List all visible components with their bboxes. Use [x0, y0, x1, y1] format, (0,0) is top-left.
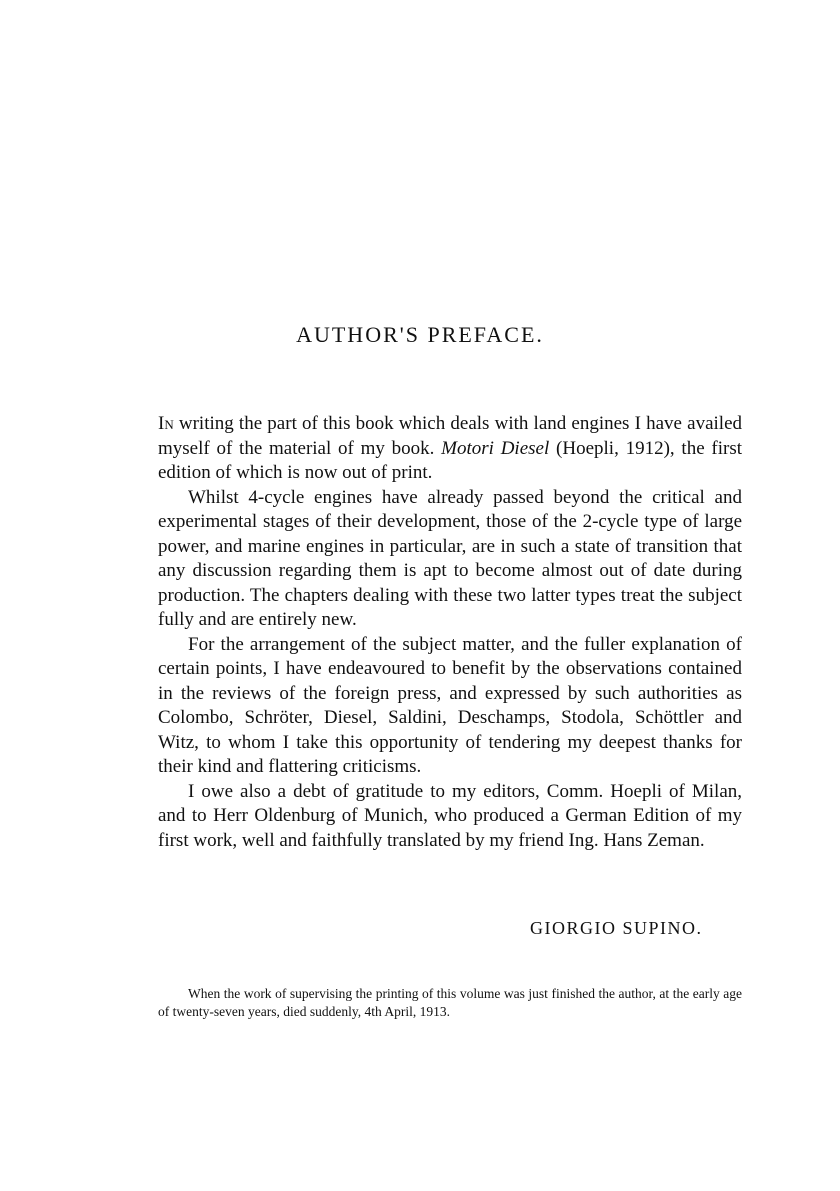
book-title-italic: Motori Diesel [441, 437, 550, 459]
footnote [158, 985, 742, 1021]
paragraph-1-opening: In [158, 413, 174, 434]
paragraph-4: I owe also a debt of gratitude to my editors, Comm. Hoepli of Milan, and to Herr Oldenburg of Munich, who produced a German Edition of my first work, well and faithfully translated by my friend Ing. Hans Zeman. [158, 780, 742, 851]
footnote-text: When the work of supervising the printing of this volume was just finished the author, at the early age of twenty-seven years, died suddenly, 4th April, 1913. [158, 986, 742, 1019]
page-title: AUTHOR'S PREFACE. [296, 322, 544, 347]
paragraph-3: For the arrangement of the subject matter, and the fuller explanation of certain points, I have endeavoured to benefit by the observations contained in the reviews of the foreign press, and expressed by such authorities as Colombo, Schröter, Diesel, Saldini, Deschamps, Stodola, Schöttler and Witz, to whom I take this opportunity of tendering my deepest thanks for their kind and flattering criticisms. [158, 633, 742, 777]
paragraph-1-text-a: writing the part of this book which deals with land engines I have availed myself of the material of my book. [158, 413, 742, 459]
paragraph-1 [158, 412, 742, 486]
author-signature: GIORGIO SUPINO. [530, 918, 703, 938]
paragraph-2: Whilst 4-cycle engines have already passed beyond the critical and experimental stages of their development, those of the 2-cycle type of large power, and marine engines in particular, are in such a state of transition that any discussion regarding them is apt to become almost out of date during production. The chapters dealing with these two latter types treat the subject fully and are entirely new. [158, 486, 742, 630]
paragraph-1-text-b: (Hoepli, 1912), the first edition of which is now out of print. [158, 437, 742, 483]
preface-body [158, 412, 742, 853]
